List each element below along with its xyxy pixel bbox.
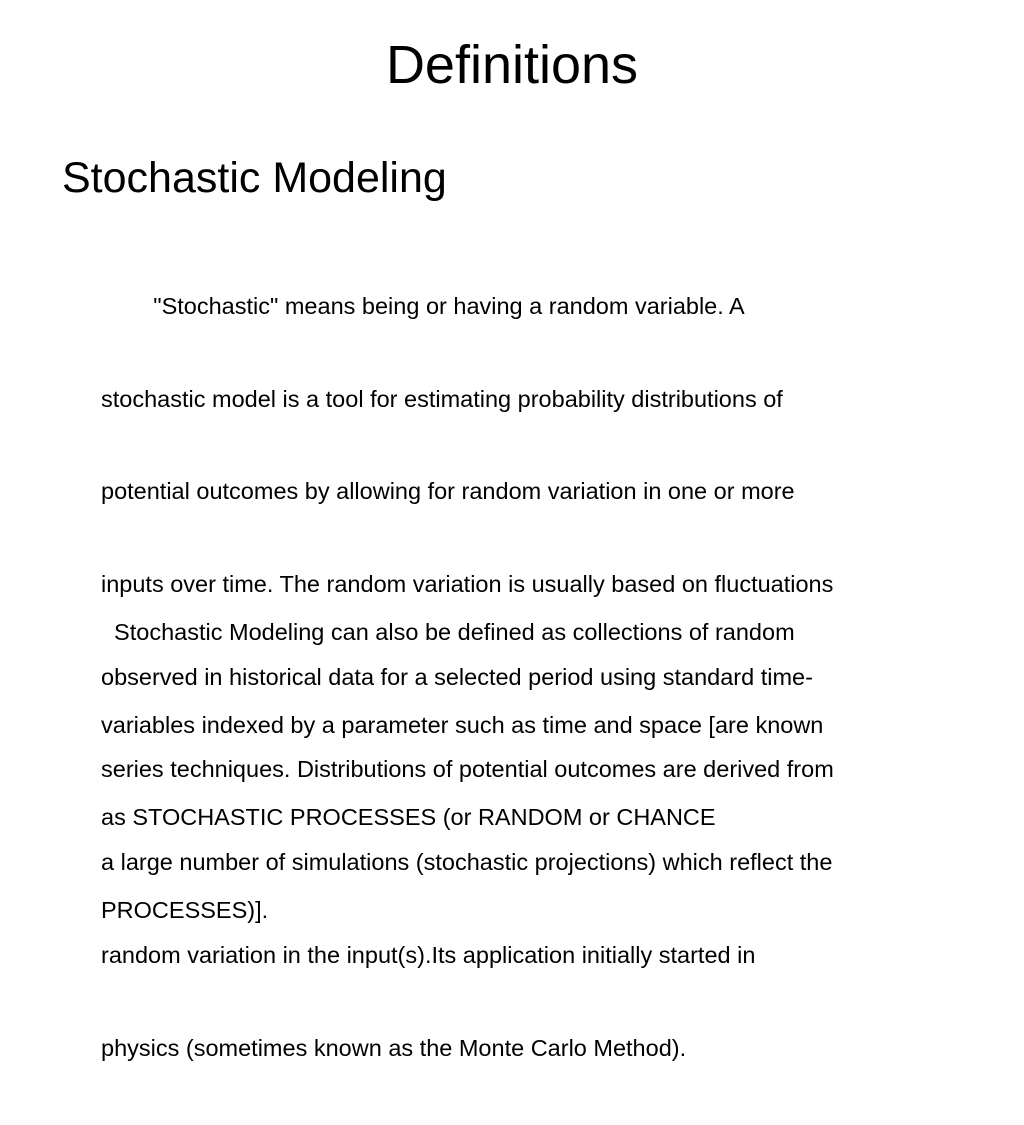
paragraph-line: stochastic model is a tool for estimating probability distributions of <box>101 385 783 412</box>
paragraph-line: observed in historical data for a selected period using standard time- <box>101 663 813 690</box>
paragraph-line: "Stochastic" means being or having a random variable. A <box>101 292 745 319</box>
paragraph-line: a large number of simulations (stochastic projections) which reflect the <box>101 849 833 876</box>
stochastic-process-paragraph <box>101 555 1001 988</box>
section-heading: Stochastic Modeling <box>62 154 447 202</box>
paragraph-line: random variation in the input(s).Its application initially started in <box>101 941 756 968</box>
slide-title: Definitions <box>385 35 639 95</box>
paragraph-line: physics (sometimes known as the Monte Carlo Method). <box>101 1034 687 1061</box>
paragraph-line: as STOCHASTIC PROCESSES (or RANDOM or CHANCE <box>101 804 716 831</box>
paragraph-line: PROCESSES)]. <box>101 896 269 923</box>
paragraph-line: inputs over time. The random variation is usually based on fluctuations <box>101 570 834 597</box>
paragraph-line: Stochastic Modeling can also be defined as collections of random <box>101 618 795 645</box>
paragraph-line: variables indexed by a parameter such as time and space [are known <box>101 711 824 738</box>
paragraph-line: series techniques. Distributions of potential outcomes are derived from <box>101 756 834 783</box>
paragraph-line: potential outcomes by allowing for random variation in one or more <box>101 478 795 505</box>
